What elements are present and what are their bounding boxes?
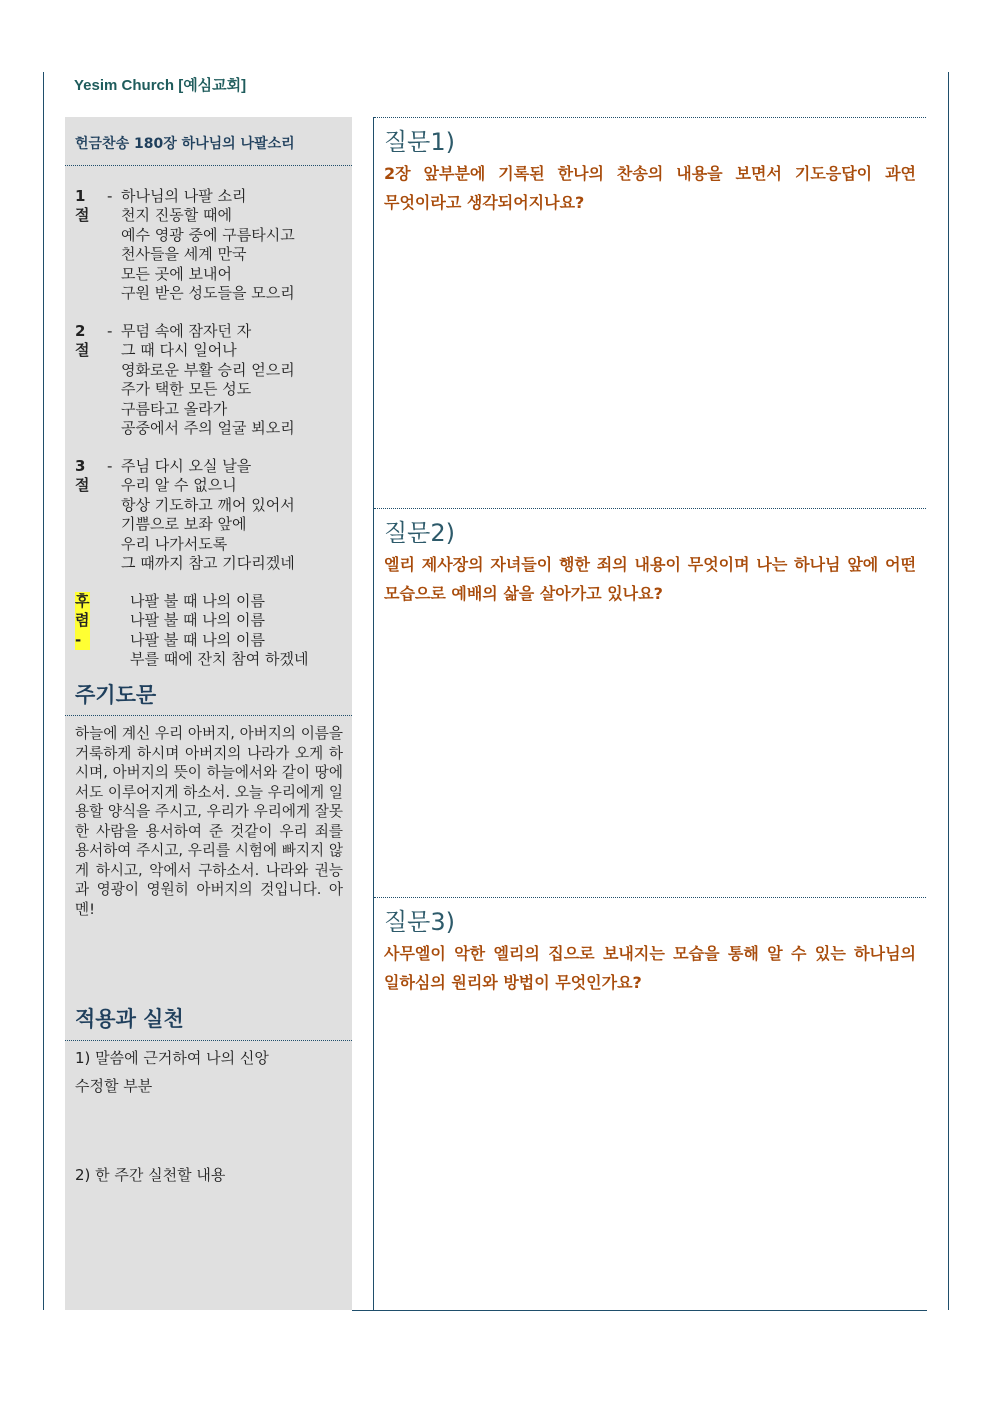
apply-item-1: 1) 말씀에 근거하여 나의 신앙 수정할 부분 [75,1049,269,1095]
question-1-divider [374,117,926,118]
apply-item-2: 2) 한 주간 실천할 내용 [75,1166,226,1184]
bottom-rule [352,1310,927,1311]
column-divider [373,117,374,1310]
prayer-divider [65,715,352,716]
verse-number: 1절 [75,187,90,225]
question-2-text: 엘리 제사장의 자녀들이 행한 죄의 내용이 무엇이며 나는 하나님 앞에 어떤 모습으로 예배의 삶을 살아가고 있나요? [384,555,916,603]
verse-number: 2절 [75,322,90,360]
verse-lines: 하나님의 나팔 소리 천지 진동할 때에 예수 영광 중에 구름타시고 천사들을 세계 만국 모든 곳에 보내어 구원 받은 성도들을 모으리 [121,187,295,303]
apply-title: 적용과 실천 [75,1007,184,1031]
chorus-lines: 나팔 불 때 나의 이름 나팔 불 때 나의 이름 나팔 불 때 나의 이름 부를 때에 잔치 참여 하겠네 [130,592,309,669]
left-border [43,72,44,1310]
prayer-text: 하늘에 계신 우리 아버지, 아버지의 이름을 거룩하게 하시며 아버지의 나라가 오게 하시며, 아버지의 뜻이 하늘에서와 같이 땅에서도 이루어지게 하소서. 오늘 우리에게 일용할 양식을 주시고, 우리가 우리에게 잘못한 사람을 용서하여 준 것같이 우리 죄를 용서하여 주시고, 우리를 시험에 빠지지 않게 하시고, 악에서 구하소서. 나라와 권능과 영광이 영원히 아버지의 것입니다. 아멘! [75,725,343,918]
question-3-divider [374,897,926,898]
apply-divider [65,1040,352,1041]
question-3-title: 질문3) [384,908,456,936]
verse-lines: 무덤 속에 잠자던 자 그 때 다시 일어나 영화로운 부활 승리 얻으리 주가 택한 모든 성도 구름타고 올라가 공중에서 주의 얼굴 뵈오리 [121,322,295,438]
prayer-title: 주기도문 [75,683,157,707]
church-name: Yesim Church [예심교회] [74,77,247,94]
right-border [948,72,949,1310]
hymn-divider [65,165,352,166]
question-1-title: 질문1) [384,128,456,156]
question-2-title: 질문2) [384,519,456,547]
question-2-divider [374,508,926,509]
hymn-title: 헌금찬송 180장 하나님의 나팔소리 [75,136,295,152]
question-1-text: 2장 앞부분에 기록된 한나의 찬송의 내용을 보면서 기도응답이 과연 무엇이라고 생각되어지나요? [384,164,916,212]
verse-lines: 주님 다시 오실 날을 우리 알 수 없으니 항상 기도하고 깨어 있어서 기쁨으로 보좌 앞에 우리 나가서도록 그 때까지 참고 기다리겠네 [121,457,295,573]
verse-number: 3절 [75,457,90,495]
sidebar: 헌금찬송 180장 하나님의 나팔소리 1절 - 하나님의 나팔 소리 천지 진동할 때에 예수 영광 중에 구름타시고 천사들을 세계 만국 모든 곳에 보내어 구원 받은 성도들을 모으리 2절 - 무덤 속에 잠자던 자 그 때 다시 일어나 영화로운 부활 승리 얻으리 주가 택한 모든 성도 구름타고 올라가 공중에서 주의 얼굴 뵈오리 3절 - 주님 다시 오실 날을 우리 알 수 없으니 항상 기도하고 깨어 있어서 기쁨으로 보좌 앞에 우리 나가서도록 그 때까지 참고 기다리겠네 후렴 - 나팔 불 때 나의 이름 나팔 불 때 나의 이름 나팔 불 때 나의 이름 부를 때에 잔치 참여 하겠네 주기도문 하늘에 계신 우리 아버지, 아버지의 이름을 거룩하게 하시며 아버지의 나라가 오게 하시며, 아버지의 뜻이 하늘에서와 같이 땅에서도 이루어지게 하소서. 오늘 우리에게 일용할 양식을 주시고, 우리가 우리에게 잘못한 사람을 용서하여 준 것같이 우리 죄를 용서하여 주시고, 우리를 시험에 빠지지 않게 하시고, 악에서 구하소서. 나라와 권능과 영광이 영원히 아버지의 것입니다. 아멘! 적용과 실천 1) 말씀에 근거하여 나의 신앙 수정할 부분 2) 한 주간 실천할 내용 [65,117,352,1310]
chorus-label: 후렴 - [75,592,90,649]
question-3-text: 사무엘이 악한 엘리의 집으로 보내지는 모습을 통해 알 수 있는 하나님의 일하심의 원리와 방법이 무엇인가요? [384,944,916,992]
